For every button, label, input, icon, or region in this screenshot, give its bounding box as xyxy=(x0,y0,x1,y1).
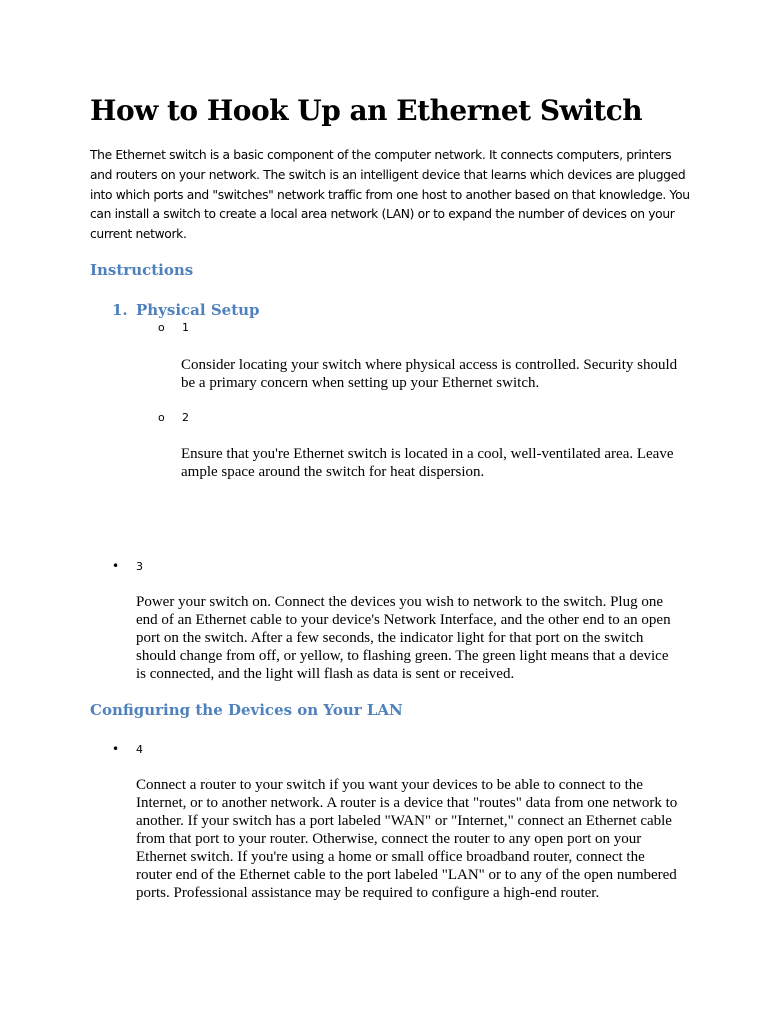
section-heading-instructions: Instructions xyxy=(90,261,194,279)
step-number: 2 xyxy=(182,411,189,424)
step-number: 3 xyxy=(136,560,143,573)
step-marker-4 xyxy=(112,741,143,758)
intro-paragraph: The Ethernet switch is a basic component of the computer network. It connects computers, printers and routers on your network. The switch is an intelligent device that learns which devices are plugged into which ports and "switches" network traffic from one host to another based on that knowledge. You can install a switch to create a local area network (LAN) or to expand the number of devices on your current network. xyxy=(90,148,690,242)
list-bullet: • xyxy=(112,559,120,573)
step-marker-1 xyxy=(158,320,189,336)
step-number: 1 xyxy=(182,321,189,334)
list-bullet: o xyxy=(158,321,165,334)
section-heading-configuring-devices: Configuring the Devices on Your LAN xyxy=(90,701,403,719)
subsection-heading-physical-setup xyxy=(112,300,260,320)
step-marker-2 xyxy=(158,410,189,426)
subsection-number: 1. xyxy=(112,301,128,319)
list-bullet: o xyxy=(158,411,165,424)
list-bullet: • xyxy=(112,742,120,756)
step-text-2: Ensure that you're Ethernet switch is located in a cool, well-ventilated area. Leave ample space around the switch for heat dispersion. xyxy=(181,446,674,480)
step-number: 4 xyxy=(136,743,143,756)
step-text-1: Consider locating your switch where physical access is controlled. Security should be a primary concern when setting up your Ethernet switch. xyxy=(181,357,678,391)
step-text-3: Power your switch on. Connect the devices you wish to network to the switch. Plug one end of an Ethernet cable to your device's Network Interface, and the other end to an open port on the switch. After a few seconds, the indicator light for that port on the switch should change from off, or yellow, to flashing green. The green light means that a device is connected, and the light will flash as data is sent or received. xyxy=(136,594,671,682)
subsection-label: Physical Setup xyxy=(136,301,260,319)
step-marker-3 xyxy=(112,558,143,575)
step-text-4: Connect a router to your switch if you want your devices to be able to connect to the Internet, or to another network. A router is a device that "routes" data from one network to another. If your switch has a port labeled "WAN" or "Internet," connect an Ethernet cable from that port to your router. Otherwise, connect the router to any open port on your Ethernet switch. If you're using a home or small office broadband router, connect the router end of the Ethernet cable to the port labeled "LAN" or to any of the open numbered ports. Professional assistance may be required to configure a high-end router. xyxy=(136,777,678,901)
document-title: How to Hook Up an Ethernet Switch xyxy=(90,94,643,127)
